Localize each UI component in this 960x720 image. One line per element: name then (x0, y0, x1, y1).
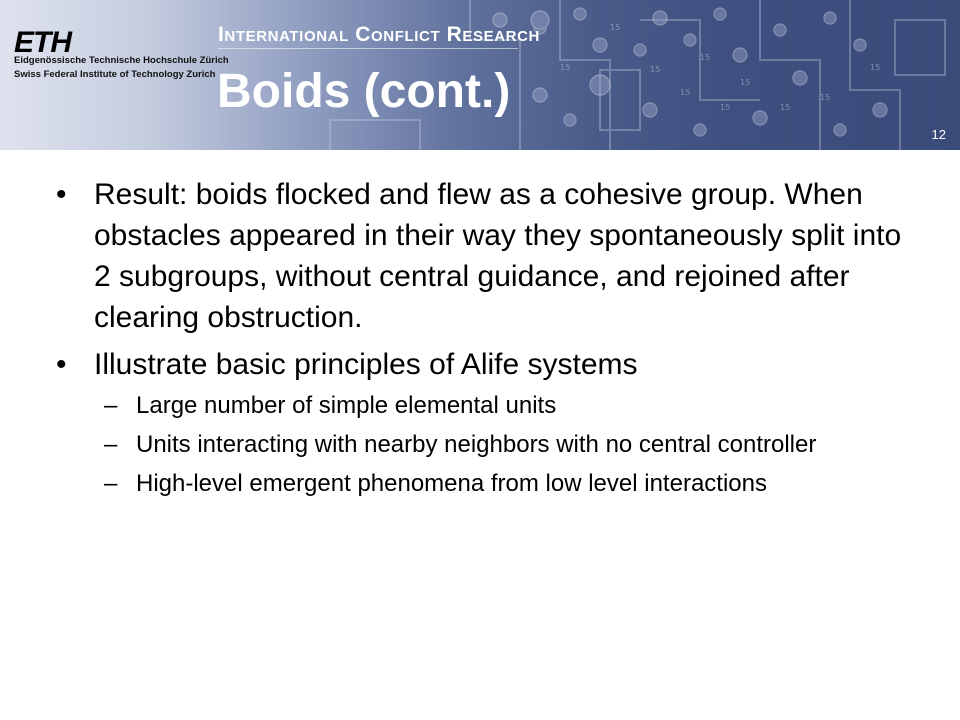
sub-bullet-marker: – (104, 470, 118, 497)
bullet-text: Result: boids flocked and flew as a cohesive group. When obstacles appeared in their way they spontaneously split into 2 subgroups, without central guidance, and rejoined after clearing obstruction. (94, 178, 902, 334)
bullet-marker: • (56, 178, 67, 211)
bullet-item (56, 344, 916, 385)
brand-title: International Conflict Research (218, 23, 540, 46)
institution-name-german: Eidgenössische Technische Hochschule Zürich (14, 55, 229, 66)
svg-text:15: 15 (610, 23, 621, 32)
svg-text:15: 15 (870, 63, 881, 72)
svg-text:15: 15 (740, 78, 751, 87)
slide-title: Boids (cont.) (217, 65, 511, 118)
svg-text:15: 15 (680, 88, 691, 97)
bullet-text: Illustrate basic principles of Alife systems (94, 348, 638, 381)
svg-text:15: 15 (780, 103, 791, 112)
bullet-item (56, 174, 916, 338)
svg-text:15: 15 (560, 63, 571, 72)
sub-bullet-text: High-level emergent phenomena from low level interactions (136, 470, 767, 497)
bullet-marker: • (56, 348, 67, 381)
svg-text:15: 15 (720, 103, 731, 112)
sub-bullet-item (104, 469, 916, 499)
sub-bullet-item (104, 430, 916, 460)
sub-bullet-text: Units interacting with nearby neighbors with no central controller (136, 431, 817, 458)
sub-bullet-text: Large number of simple elemental units (136, 392, 557, 419)
sub-bullet-list (56, 391, 916, 499)
svg-text:15: 15 (650, 65, 661, 74)
svg-text:15: 15 (820, 93, 831, 102)
sub-bullet-marker: – (104, 431, 118, 458)
header-banner (0, 0, 960, 150)
slide-number: 12 (931, 127, 946, 142)
eth-logo[interactable]: ETH (14, 26, 71, 59)
sub-bullet-marker: – (104, 392, 118, 419)
slide-body (56, 174, 916, 508)
svg-text:15: 15 (700, 53, 711, 62)
institution-name-english: Swiss Federal Institute of Technology Zurich (14, 69, 216, 80)
sub-bullet-item (104, 391, 916, 421)
brand-divider (218, 48, 518, 49)
